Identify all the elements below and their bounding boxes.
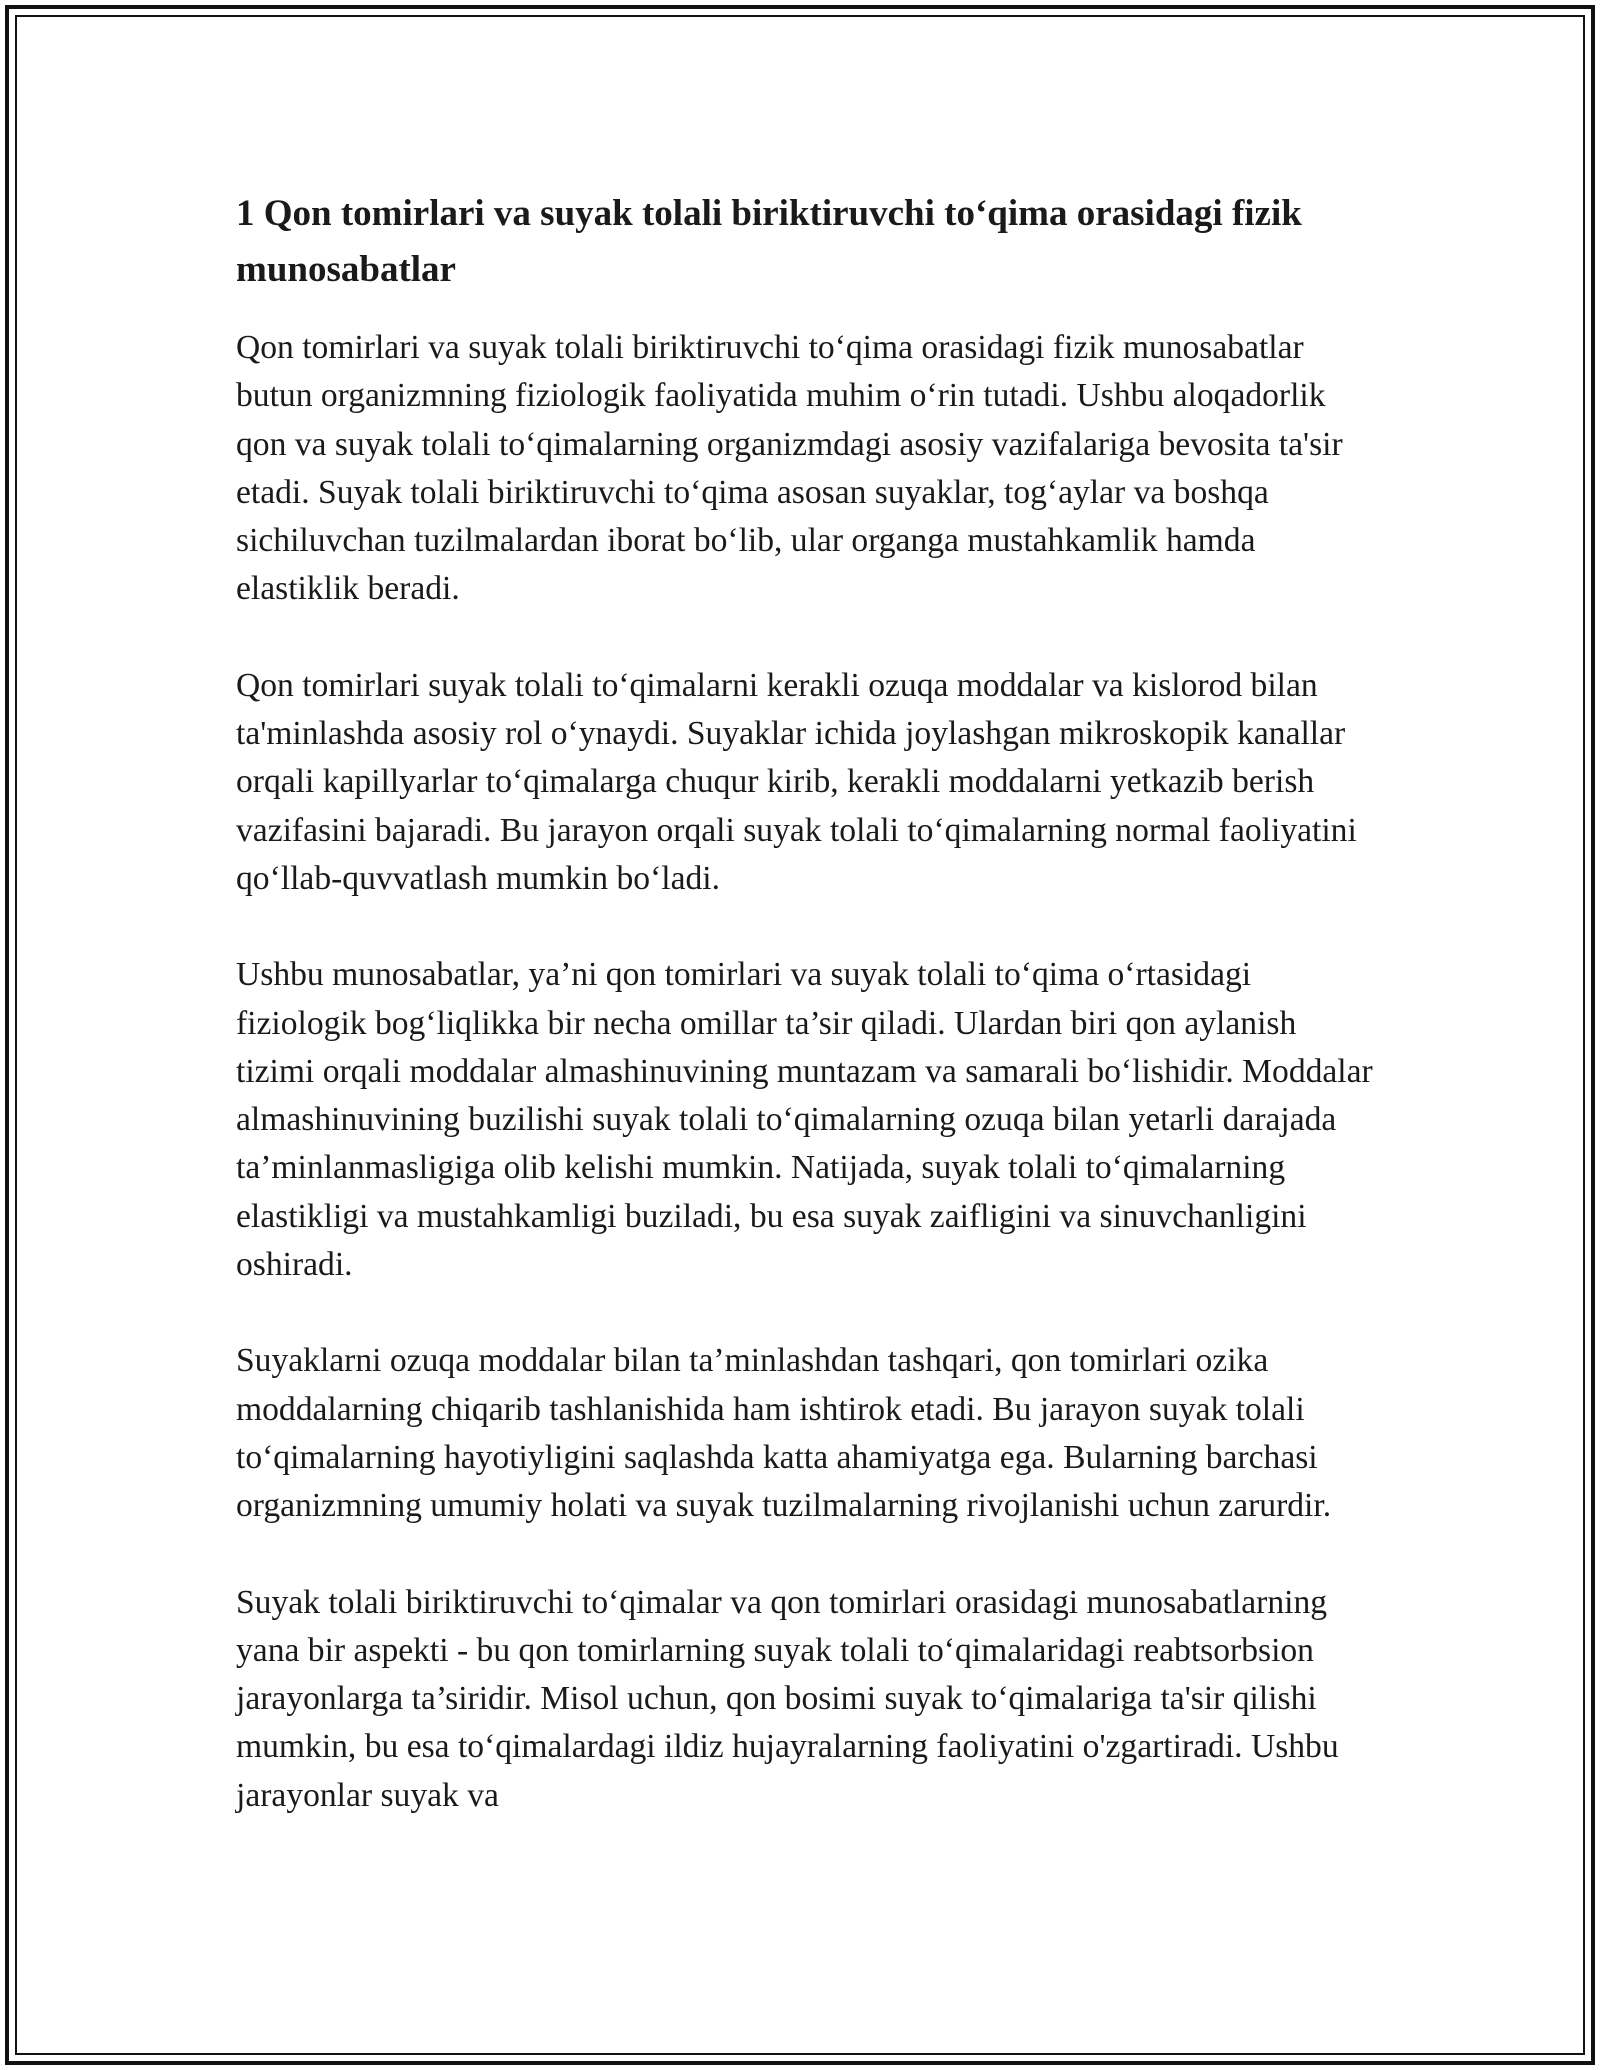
paragraph-4: Suyaklarni ozuqa moddalar bilan ta’minlashdan tashqari, qon tomirlari ozika moddalarning chiqarib tashlanishida ham ishtirok etadi. Bu jarayon suyak tolali to‘qimalarning hayotiyligini saqlashda katta ahamiyatga ega. Bularning barchasi organizmning umumiy holati va suyak tuzilmalarning rivojlanishi uchun zarurdir. [236,1342,1332,1525]
document-page [236,186,1376,1868]
paragraph-3: Ushbu munosabatlar, ya’ni qon tomirlari va suyak tolali to‘qima o‘rtasidagi fiziologik bog‘liqlikka bir necha omillar ta’sir qiladi. Ulardan biri qon aylanish tizimi orqali moddalar almashinuvining muntazam va samarali bo‘lishidir. Moddalar almashinuvining buzilishi suyak tolali to‘qimalarning ozuqa bilan yetarli darajada ta’minlanmasligiga olib kelishi mumkin. Natijada, suyak tolali to‘qimalarning elastikligi va mustahkamligi buziladi, bu esa suyak zaifligini va sinuvchanligini oshiradi. [236,956,1373,1284]
paragraph-1: Qon tomirlari va suyak tolali biriktiruvchi to‘qima orasidagi fizik munosabatlar butun organizmning fiziologik faoliyatida muhim o‘rin tutadi. Ushbu aloqadorlik qon va suyak tolali to‘qimalarning organizmdagi asosiy vazifalariga bevosita ta'sir etadi. Suyak tolali biriktiruvchi to‘qima asosan suyaklar, tog‘aylar va boshqa sichiluvchan tuzilmalardan iborat bo‘lib, ular organga mustahkamlik hamda elastiklik beradi. [236,329,1343,608]
paragraph-2: Qon tomirlari suyak tolali to‘qimalarni kerakli ozuqa moddalar va kislorod bilan ta'minlashda asosiy rol o‘ynaydi. Suyaklar ichida joylashgan mikroskopik kanallar orqali kapillyarlar to‘qimalarga chuqur kirib, kerakli moddalarni yetkazib berish vazifasini bajaradi. Bu jarayon orqali suyak tolali to‘qimalarning normal faoliyatini qo‘llab-quvvatlash mumkin bo‘ladi. [236,666,1357,897]
paragraph-5: Suyak tolali biriktiruvchi to‘qimalar va qon tomirlari orasidagi munosabatlarning yana bir aspekti - bu qon tomirlarning suyak tolali to‘qimalaridagi reabtsorbsion jarayonlarga ta’siridir. Misol uchun, qon bosimi suyak to‘qimalariga ta'sir qilishi mumkin, bu esa to‘qimalardagi ildiz hujayralarning faoliyatini o'zgartiradi. Ushbu jarayonlar suyak va [236,1583,1339,1814]
section-heading: 1 Qon tomirlari va suyak tolali biriktiruvchi to‘qima orasidagi fizik munosabatlar [236,193,1302,290]
